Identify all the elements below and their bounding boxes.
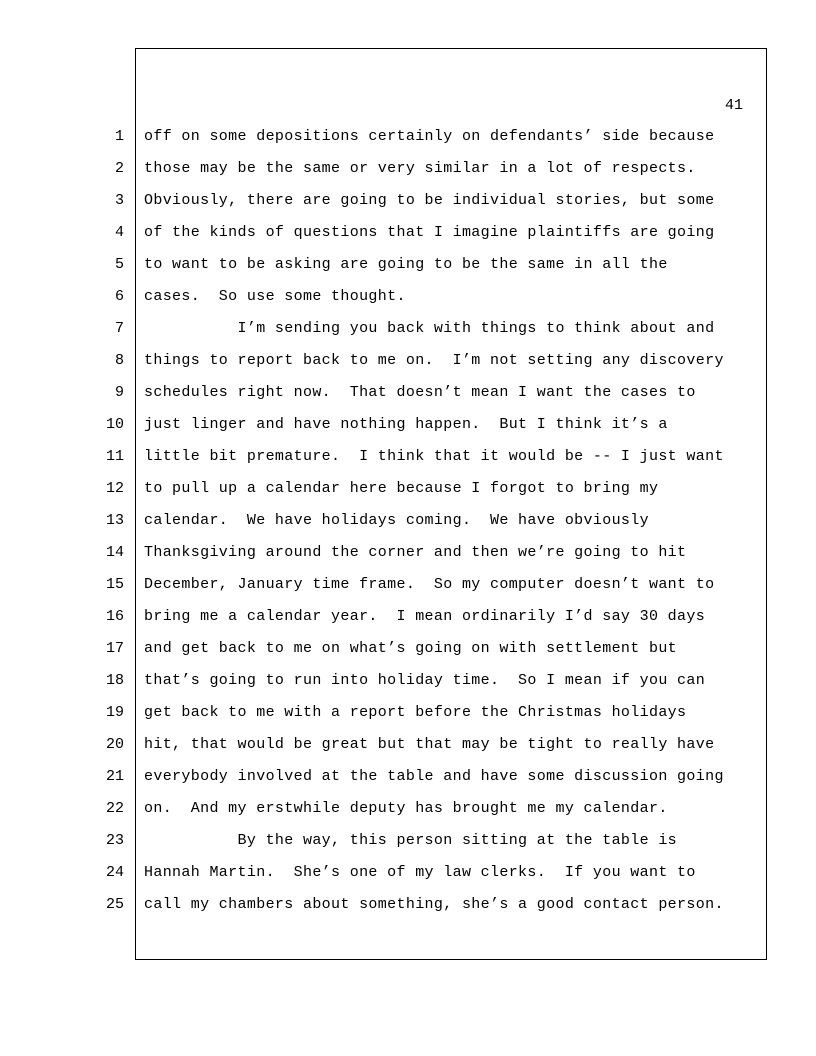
- line-number: 8: [114, 352, 124, 369]
- line-text: get back to me with a report before the Christmas holidays: [144, 704, 687, 721]
- line-number: 15: [105, 576, 124, 593]
- transcript-line: [0, 352, 816, 384]
- line-text: those may be the same or very similar in a lot of respects.: [144, 160, 696, 177]
- line-number: 22: [105, 800, 124, 817]
- line-text: on. And my erstwhile deputy has brought me my calendar.: [144, 800, 668, 817]
- line-text: hit, that would be great but that may be tight to really have: [144, 736, 715, 753]
- line-number: 20: [105, 736, 124, 753]
- line-number: 2: [114, 160, 124, 177]
- transcript-line: [0, 896, 816, 928]
- line-text: schedules right now. That doesn’t mean I want the cases to: [144, 384, 696, 401]
- transcript-line: [0, 480, 816, 512]
- line-number: 9: [114, 384, 124, 401]
- line-text: December, January time frame. So my computer doesn’t want to: [144, 576, 715, 593]
- line-number: 5: [114, 256, 124, 273]
- transcript-line: [0, 256, 816, 288]
- transcript-line: [0, 320, 816, 352]
- transcript-line: [0, 576, 816, 608]
- line-text: bring me a calendar year. I mean ordinarily I’d say 30 days: [144, 608, 706, 625]
- transcript-line: [0, 512, 816, 544]
- line-text: cases. So use some thought.: [144, 288, 406, 305]
- transcript-line: [0, 128, 816, 160]
- line-number: 16: [105, 608, 124, 625]
- line-number: 3: [114, 192, 124, 209]
- transcript-body: [0, 128, 816, 928]
- line-text: call my chambers about something, she’s a good contact person.: [144, 896, 724, 913]
- line-number: 23: [105, 832, 124, 849]
- transcript-line: [0, 640, 816, 672]
- line-text: Obviously, there are going to be individual stories, but some: [144, 192, 715, 209]
- transcript-line: [0, 224, 816, 256]
- line-number: 6: [114, 288, 124, 305]
- page-number: 41: [724, 97, 743, 114]
- transcript-line: [0, 608, 816, 640]
- line-text: that’s going to run into holiday time. So I mean if you can: [144, 672, 706, 689]
- line-text: of the kinds of questions that I imagine plaintiffs are going: [144, 224, 715, 241]
- line-number: 18: [105, 672, 124, 689]
- transcript-line: [0, 736, 816, 768]
- transcript-line: [0, 768, 816, 800]
- line-number: 19: [105, 704, 124, 721]
- line-text: I’m sending you back with things to think about and: [144, 320, 715, 337]
- line-number: 12: [105, 480, 124, 497]
- transcript-line: [0, 864, 816, 896]
- line-number: 17: [105, 640, 124, 657]
- line-text: just linger and have nothing happen. But I think it’s a: [144, 416, 668, 433]
- line-number: 4: [114, 224, 124, 241]
- line-text: things to report back to me on. I’m not setting any discovery: [144, 352, 724, 369]
- line-number: 7: [114, 320, 124, 337]
- line-number: 10: [105, 416, 124, 433]
- line-text: By the way, this person sitting at the table is: [144, 832, 678, 849]
- line-number: 21: [105, 768, 124, 785]
- line-text: everybody involved at the table and have some discussion going: [144, 768, 724, 785]
- line-text: off on some depositions certainly on defendants’ side because: [144, 128, 715, 145]
- transcript-line: [0, 832, 816, 864]
- line-number: 11: [105, 448, 124, 465]
- transcript-line: [0, 384, 816, 416]
- line-text: to pull up a calendar here because I forgot to bring my: [144, 480, 659, 497]
- line-text: Hannah Martin. She’s one of my law clerks. If you want to: [144, 864, 696, 881]
- transcript-line: [0, 704, 816, 736]
- line-number: 25: [105, 896, 124, 913]
- line-text: to want to be asking are going to be the same in all the: [144, 256, 668, 273]
- line-number: 1: [114, 128, 124, 145]
- line-text: calendar. We have holidays coming. We have obviously: [144, 512, 649, 529]
- transcript-line: [0, 448, 816, 480]
- line-text: Thanksgiving around the corner and then we’re going to hit: [144, 544, 687, 561]
- line-number: 24: [105, 864, 124, 881]
- transcript-line: [0, 416, 816, 448]
- line-number: 13: [105, 512, 124, 529]
- transcript-line: [0, 800, 816, 832]
- line-text: little bit premature. I think that it would be -- I just want: [144, 448, 724, 465]
- transcript-line: [0, 192, 816, 224]
- transcript-line: [0, 672, 816, 704]
- transcript-line: [0, 288, 816, 320]
- line-text: and get back to me on what’s going on with settlement but: [144, 640, 678, 657]
- line-number: 14: [105, 544, 124, 561]
- transcript-line: [0, 544, 816, 576]
- transcript-line: [0, 160, 816, 192]
